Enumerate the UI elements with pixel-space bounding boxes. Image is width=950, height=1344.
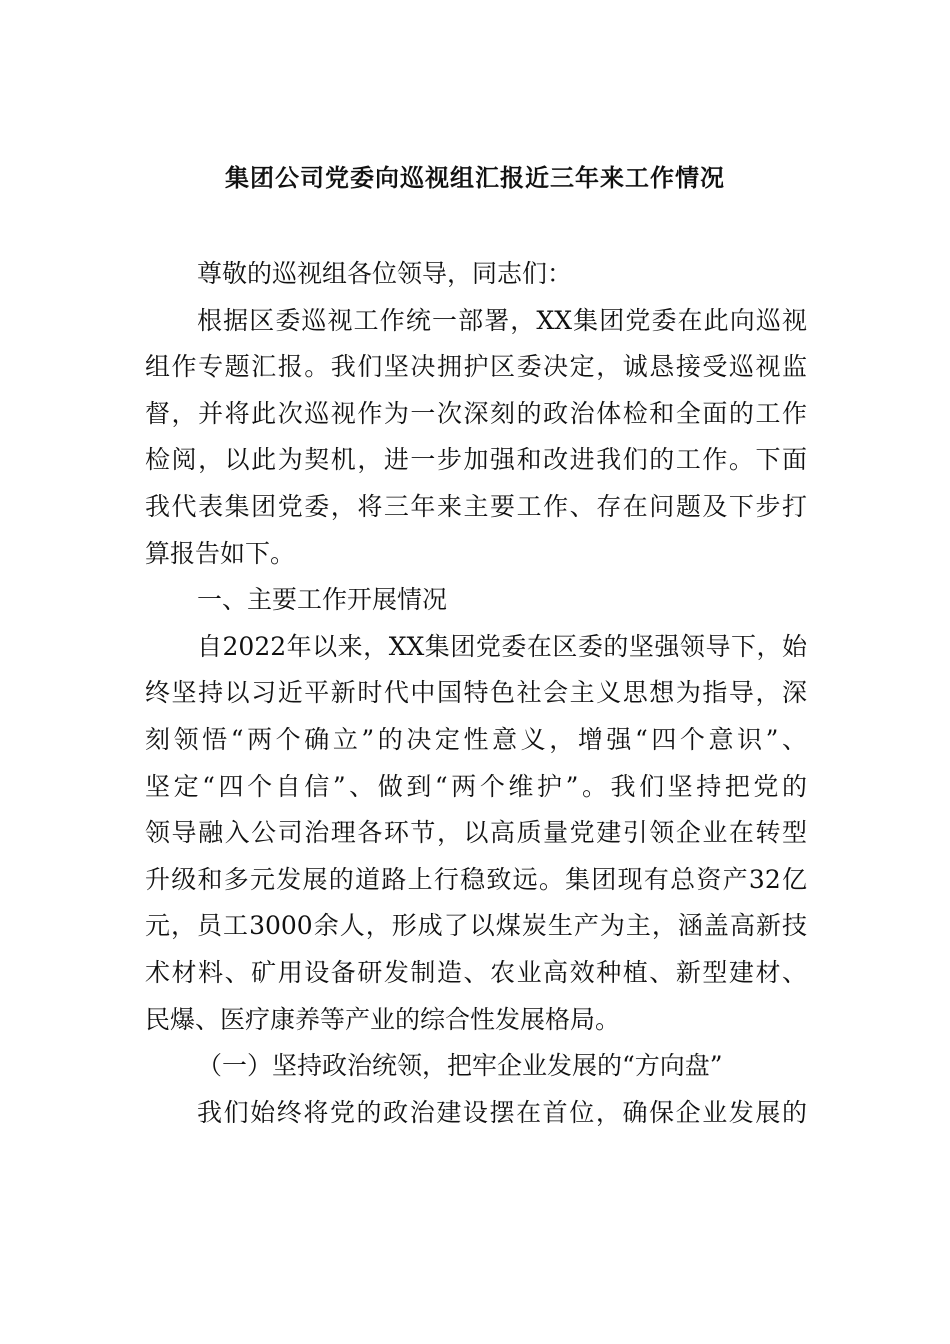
section-heading: 一、主要工作开展情况	[197, 585, 448, 615]
paragraph-line: 算报告如下。	[145, 538, 296, 568]
paragraph-line: 术材料、矿用设备研发制造、农业高效种植、新型建材、	[145, 957, 807, 987]
paragraph-line: 升级和多元发展的道路上行稳致远。集团现有总资产32亿	[145, 864, 807, 894]
paragraph-intro	[145, 298, 807, 578]
paragraph-line: 刻领悟“两个确立”的决定性意义，增强“四个意识”、	[145, 724, 807, 754]
paragraph-line: 我代表集团党委，将三年来主要工作、存在问题及下步打	[145, 491, 807, 521]
section-heading-1	[145, 577, 807, 624]
salutation: 尊敬的巡视组各位领导，同志们：	[197, 259, 573, 288]
paragraph-line: 组作专题汇报。我们坚决拥护区委决定，诚恳接受巡视监	[145, 352, 807, 382]
document-body	[145, 251, 807, 1136]
paragraph-line: 民爆、医疗康养等产业的综合性发展格局。	[145, 1004, 621, 1034]
paragraph-line: 坚定“四个自信”、做到“两个维护”。我们坚持把党的	[145, 771, 807, 801]
paragraph-overview	[145, 624, 807, 1043]
document-title: 集团公司党委向巡视组汇报近三年来工作情况	[225, 164, 725, 192]
paragraph-line: 终坚持以习近平新时代中国特色社会主义思想为指导，深	[145, 678, 807, 708]
paragraph-line: 领导融入公司治理各环节，以高质量党建引领企业在转型	[145, 818, 807, 848]
paragraph-line: 检阅，以此为契机，进一步加强和改进我们的工作。下面	[145, 445, 807, 475]
subsection-heading-1	[145, 1043, 807, 1090]
paragraph-line: 督，并将此次巡视作为一次深刻的政治体检和全面的工作	[145, 398, 807, 428]
paragraph-political	[145, 1090, 807, 1137]
paragraph-line: 自2022年以来，XX集团党委在区委的坚强领导下，始	[197, 631, 807, 661]
subsection-heading: （一）坚持政治统领，把牢企业发展的“方向盘”	[197, 1051, 723, 1081]
paragraph-line: 根据区委巡视工作统一部署，XX集团党委在此向巡视	[197, 305, 807, 335]
paragraph-line: 我们始终将党的政治建设摆在首位，确保企业发展的	[197, 1097, 807, 1127]
paragraph-line: 元，员工3000余人，形成了以煤炭生产为主，涵盖高新技	[145, 911, 807, 941]
